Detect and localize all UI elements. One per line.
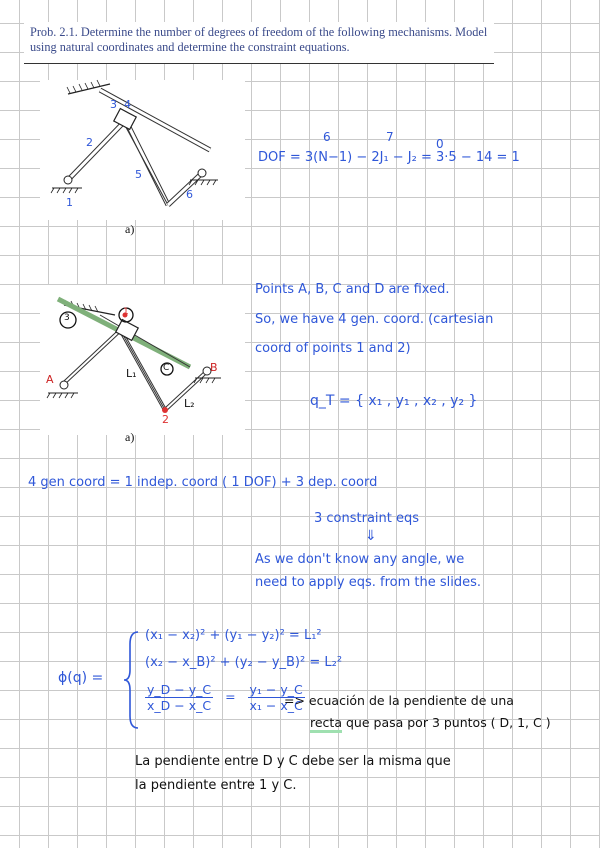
gen-coord-line: 4 gen coord = 1 indep. coord ( 1 DOF) + 3 dep. coord xyxy=(28,475,378,490)
slope-fraction-1 xyxy=(145,682,213,713)
dof-above-0: 0 xyxy=(436,137,444,151)
down-arrow: ⇓ xyxy=(365,528,377,544)
slope-note-2-rest: que pasa por 3 puntos ( D, 1, C ) xyxy=(345,715,551,730)
dof-above-7: 7 xyxy=(386,130,394,144)
frac2-numerator: y₁ − y_C xyxy=(249,682,303,697)
fig-bottom-label-3: 3 xyxy=(64,313,70,323)
constraint-eqs: 3 constraint eqs xyxy=(314,511,420,526)
fig-top-label-5: 5 xyxy=(135,168,142,181)
fig-bottom-label-L2: L₂ xyxy=(184,397,195,410)
fig-top-label-1: 1 xyxy=(66,196,73,209)
problem-line-2: using natural coordinates and determine the constraint equations. xyxy=(30,40,350,54)
frac1-numerator: y_D − y_C xyxy=(147,682,212,697)
system-brace xyxy=(122,630,142,730)
problem-line-1: Prob. 2.1. Determine the number of degrees of freedom of the following mechanisms. Model xyxy=(30,25,488,39)
qt-vector: q_T = { x₁ , y₁ , x₂ , y₂ } xyxy=(310,393,478,409)
angle-note-1: As we don't know any angle, we xyxy=(255,552,465,567)
fig-bottom-label-B: B xyxy=(210,361,218,374)
frac1-denominator: x_D − x_C xyxy=(147,698,212,713)
notes-line-2: So, we have 4 gen. coord. (cartesian xyxy=(255,312,494,327)
angle-note-2: need to apply eqs. from the slides. xyxy=(255,575,482,590)
fig-bottom-label-1: 1 xyxy=(123,307,129,317)
fig-bottom-label-A: A xyxy=(46,373,54,386)
problem-statement xyxy=(24,22,494,64)
equation-3 xyxy=(145,682,305,713)
fig-bottom-label-L1: L₁ xyxy=(126,367,137,380)
notes-line-1: Points A, B, C and D are fixed. xyxy=(255,282,450,297)
conclusion-line-1: La pendiente entre D y C debe ser la misma que xyxy=(135,754,451,769)
notes-line-3: coord of points 1 and 2) xyxy=(255,341,411,356)
mechanism-bottom-drawing xyxy=(40,285,245,435)
dof-formula: DOF = 3(N−1) − 2J₁ − J₂ = 3·5 − 14 = 1 xyxy=(258,150,520,165)
fig-top-caption: a) xyxy=(125,222,135,236)
equation-2: (x₂ − x_B)² + (y₂ − y_B)² = L₂² xyxy=(145,655,343,670)
dof-above-6: 6 xyxy=(323,130,331,144)
mechanism-figure-top xyxy=(40,80,245,220)
equation-1: (x₁ − x₂)² + (y₁ − y₂)² = L₁² xyxy=(145,628,322,643)
fig-top-label-6: 6 xyxy=(186,188,193,201)
phi-label: ϕ(q) = xyxy=(58,670,104,686)
fig-bottom-label-2: 2 xyxy=(162,413,169,426)
fig-top-label-4: 4 xyxy=(124,98,131,111)
equals-sign: = xyxy=(225,689,236,704)
fig-top-label-3: 3 xyxy=(110,98,117,111)
recta-word: recta xyxy=(310,715,342,733)
slope-note-2 xyxy=(310,715,551,730)
conclusion-line-2: la pendiente entre 1 y C. xyxy=(135,778,297,793)
fig-top-label-2: 2 xyxy=(86,136,93,149)
fig-bottom-label-C: C xyxy=(163,363,170,373)
fig-bottom-caption: a) xyxy=(125,430,135,444)
mechanism-figure-bottom xyxy=(40,285,245,435)
slope-note-1: => ecuación de la pendiente de una xyxy=(284,693,514,708)
frac2-denominator: x₁ − x_C xyxy=(249,698,303,713)
